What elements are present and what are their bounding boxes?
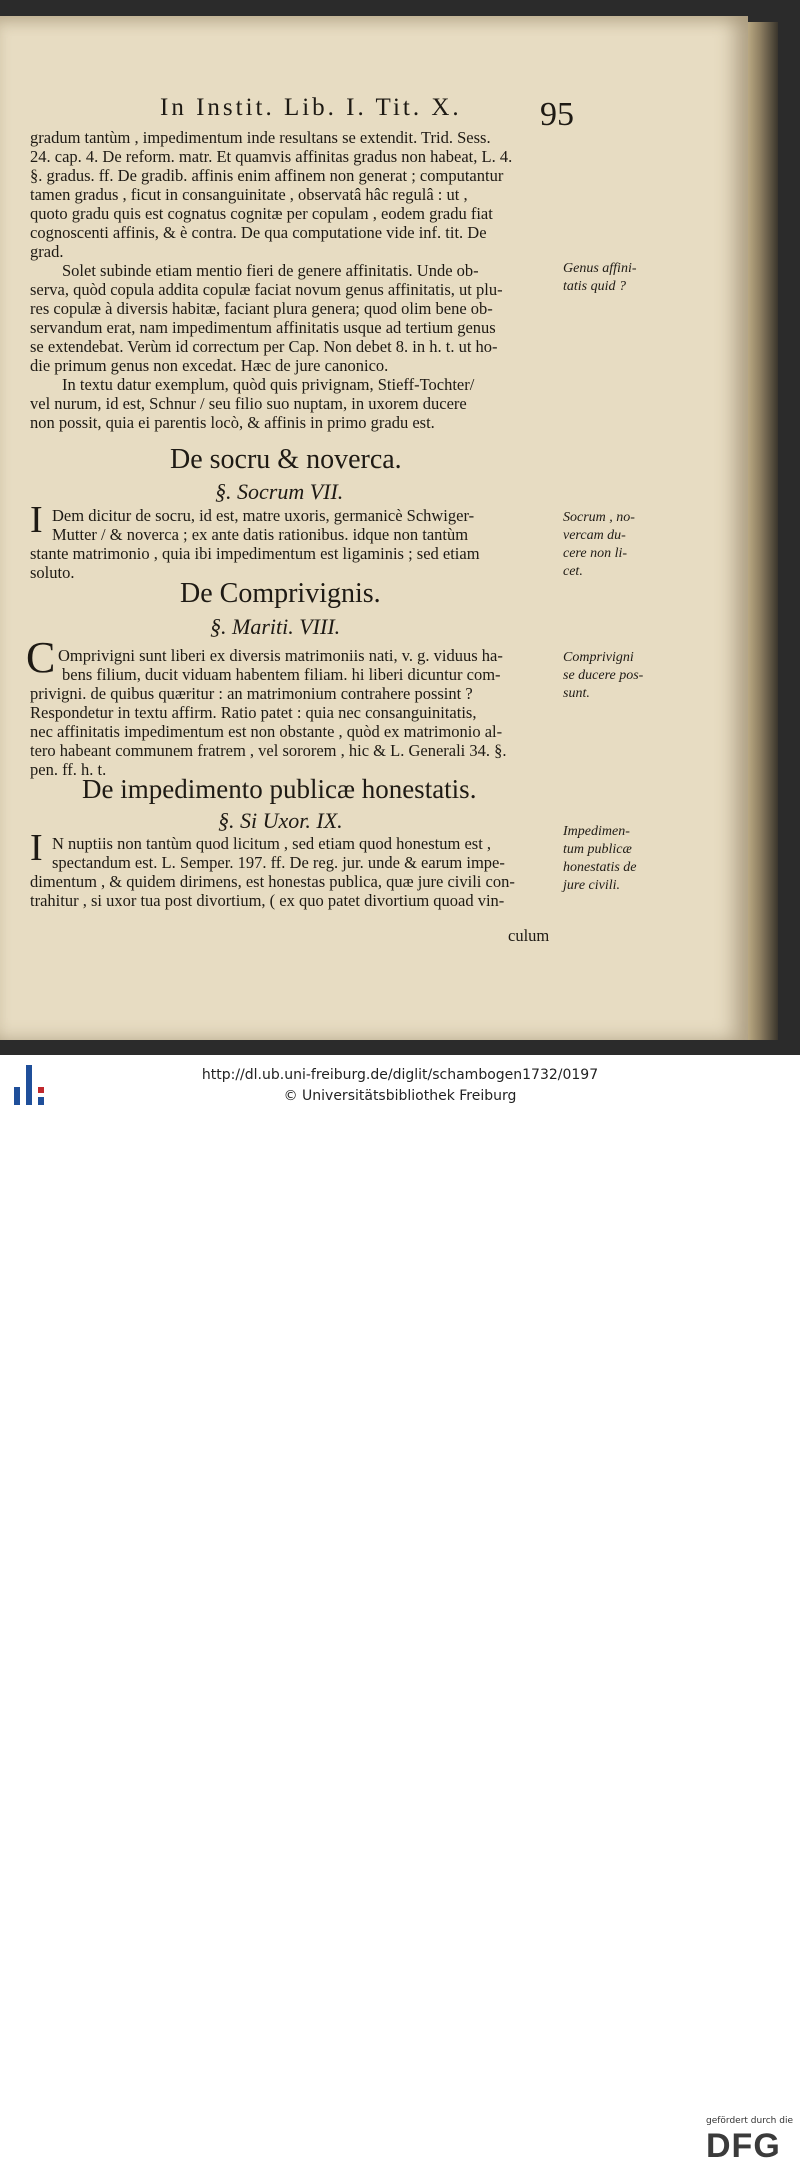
scan-background bbox=[0, 0, 800, 1055]
section-title: De Comprivignis. bbox=[180, 578, 381, 609]
body-line: cognoscenti affinis, & è contra. De qua computatione vide inf. tit. De bbox=[30, 223, 487, 242]
body-line: serva, quòd copula addita copulæ faciat novum genus affinitatis, ut plu- bbox=[30, 280, 503, 299]
drop-initial: C bbox=[26, 633, 56, 682]
book-page bbox=[0, 16, 748, 1040]
marginal-note: Comprivigni bbox=[563, 650, 634, 665]
body-line: Omprivigni sunt liberi ex diversis matrimoniis nati, v. g. viduus ha- bbox=[58, 646, 503, 665]
page-number: 95 bbox=[540, 96, 574, 133]
catchword: culum bbox=[508, 926, 550, 945]
marginal-note: vercam du- bbox=[563, 528, 626, 543]
body-line: tero habeant communem fratrem , vel sororem , hic & L. Generali 34. §. bbox=[30, 741, 507, 760]
body-line: stante matrimonio , quia ibi impedimentum est ligaminis ; sed etiam bbox=[30, 544, 480, 563]
book-fore-edge bbox=[748, 22, 778, 1040]
drop-initial: I bbox=[30, 827, 43, 869]
marginal-note: honestatis de bbox=[563, 860, 637, 875]
section-title: De impedimento publicæ honestatis. bbox=[82, 774, 477, 804]
body-line: §. gradus. ff. De gradib. affinis enim affinem non generat ; computantur bbox=[30, 166, 504, 185]
body-line: soluto. bbox=[30, 563, 75, 582]
body-line: N nuptiis non tantùm quod licitum , sed etiam quod honestum est , bbox=[52, 834, 492, 853]
marginal-note: tum publicæ bbox=[563, 842, 632, 857]
body-line: non possit, quia ei parentis locò, & affinis in primo gradu est. bbox=[30, 413, 435, 432]
body-line: vel nurum, id est, Schnur / seu filio suo nuptam, in uxorem ducere bbox=[30, 394, 467, 413]
body-line: privigni. de quibus quæritur : an matrimonium contrahere possint ? bbox=[30, 684, 473, 703]
body-line: In textu datur exemplum, quòd quis privignam, Stieff-Tochter/ bbox=[62, 375, 475, 394]
body-line: Dem dicitur de socru, id est, matre uxoris, germanicè Schwiger- bbox=[52, 506, 475, 525]
marginal-note: tatis quid ? bbox=[563, 279, 627, 294]
section-subtitle: §. Si Uxor. IX. bbox=[218, 808, 343, 833]
body-line: Solet subinde etiam mentio fieri de genere affinitatis. Unde ob- bbox=[62, 261, 479, 280]
marginal-note: se ducere pos- bbox=[563, 668, 644, 683]
dfg-logo: DFG bbox=[706, 2127, 781, 2165]
marginal-note: cere non li- bbox=[563, 546, 628, 561]
source-url[interactable]: http://dl.ub.uni-freiburg.de/diglit/schambogen1732/0197 bbox=[201, 1067, 599, 1083]
body-line: Respondetur in textu affirm. Ratio patet : quia nec consanguinitatis, bbox=[30, 703, 477, 722]
viewer-footer bbox=[0, 1055, 800, 2165]
body-line: pen. ff. h. t. bbox=[30, 760, 107, 779]
body-line: nec affinitatis impedimentum est non obstante , quòd ex matrimonio al- bbox=[30, 722, 503, 741]
body-line: die primum genus non excedat. Hæc de jure canonico. bbox=[30, 356, 389, 375]
marginal-note: Impedimen- bbox=[563, 824, 630, 839]
body-line: tamen gradus , ficut in consanguinitate , observatâ hâc regulâ : ut , bbox=[30, 185, 468, 204]
body-line: res copulæ à diversis habitæ, faciant plura genera; quod olim bene ob- bbox=[30, 299, 493, 318]
section-subtitle: §. Socrum VII. bbox=[215, 479, 344, 504]
dfg-caption: gefördert durch die bbox=[706, 2116, 793, 2126]
marginal-note: jure civili. bbox=[563, 878, 621, 893]
marginal-note: Genus affini- bbox=[563, 261, 637, 276]
copyright-text: © Universitätsbibliothek Freiburg bbox=[283, 1088, 517, 1104]
body-line: dimentum , & quidem dirimens, est honestas publica, quæ jure civili con- bbox=[30, 872, 515, 891]
marginal-note: cet. bbox=[563, 564, 583, 579]
section-title: De socru & noverca. bbox=[170, 444, 402, 475]
section-subtitle: §. Mariti. VIII. bbox=[210, 614, 341, 639]
body-line: servandum erat, nam impedimentum affinitatis usque ad tertium genus bbox=[30, 318, 496, 337]
body-line: gradum tantùm , impedimentum inde resultans se extendit. Trid. Sess. bbox=[30, 128, 491, 147]
body-line: se extendebat. Verùm id correctum per Cap. Non debet 8. in h. t. ut ho- bbox=[30, 337, 498, 356]
body-line: trahitur , si uxor tua post divortium, ( ex quo patet divortium quoad vin- bbox=[30, 891, 505, 910]
body-line: Mutter / & noverca ; ex ante datis rationibus. idque non tantùm bbox=[52, 525, 469, 544]
drop-initial: I bbox=[30, 499, 43, 541]
body-line: 24. cap. 4. De reform. matr. Et quamvis affinitas gradus non habeat, L. 4. bbox=[30, 147, 513, 166]
running-head: In Instit. Lib. I. Tit. X. bbox=[160, 94, 462, 121]
body-line: quoto gradu quis est cognatus cognitæ per copulam , eodem gradu fiat bbox=[30, 204, 493, 223]
body-line: spectandum est. L. Semper. 197. ff. De reg. jur. unde & earum impe- bbox=[52, 853, 505, 872]
body-line: bens filium, ducit viduam habentem filiam. hi liberi dicuntur com- bbox=[62, 665, 501, 684]
marginal-note: sunt. bbox=[563, 686, 590, 701]
body-line: grad. bbox=[30, 242, 64, 261]
marginal-note: Socrum , no- bbox=[563, 510, 635, 525]
